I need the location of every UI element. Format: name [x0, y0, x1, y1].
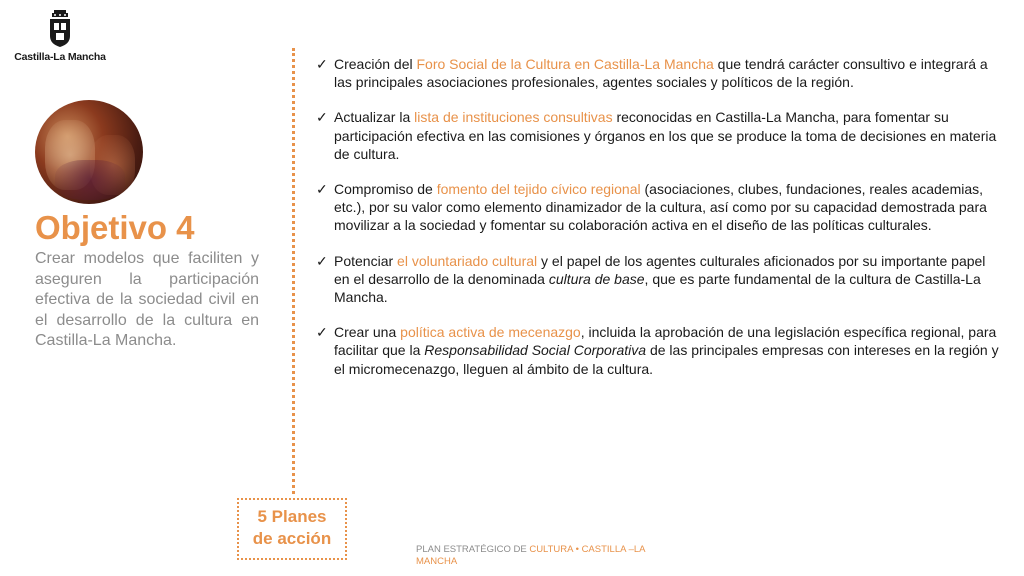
objective-description: Crear modelos que faciliten y aseguren la participación efectiva de la sociedad civil en el desarrollo de la cultura en Castilla-La Mancha.: [35, 250, 259, 349]
check-icon: ✓: [316, 324, 328, 341]
coat-of-arms-icon: [47, 10, 73, 48]
list-item: ✓ Compromiso de fomento del tejido cívico regional (asociaciones, clubes, fundaciones, reales academias, etc.), por su valor como elemento dinamizador de la cultura, así como por su capacidad demostrada para movilizar a la sociedad y fomentar su colaboración activa en el diseño de las políticas culturales.: [316, 181, 987, 234]
objective-title: Objetivo 4: [35, 209, 195, 246]
check-icon: ✓: [316, 56, 328, 72]
check-icon: ✓: [316, 109, 328, 126]
check-icon: ✓: [316, 181, 328, 198]
action-list: [316, 55, 1002, 395]
footer-highlight-2: MANCHA: [416, 556, 458, 567]
check-icon: ✓: [316, 252, 328, 269]
circular-photo: [35, 100, 143, 204]
plans-line-2: de acción: [252, 529, 332, 548]
logo: [12, 10, 108, 63]
plans-box: [237, 498, 347, 560]
list-item: ✓ Creación del Foro Social de la Cultura en Castilla-La Mancha que tendrá carácter consultivo e integrará a las principales asociaciones profesionales, agentes sociales y políticos de la región.: [316, 56, 988, 91]
footer-highlight: CULTURA • CASTILLA –LA: [529, 544, 646, 555]
footer-text: PLAN ESTRATÉGICO DE: [416, 544, 530, 555]
logo-text: Castilla-La Mancha: [14, 51, 106, 63]
dotted-divider: [292, 48, 295, 494]
list-item: ✓ Actualizar la lista de instituciones consultivas reconocidas en Castilla-La Mancha, para fomentar su participación efectiva en las comisiones y órganos en los que se produce la toma de decisiones en materia de cultura.: [316, 109, 997, 162]
list-item: ✓ Potenciar el voluntariado cultural y el papel de los agentes culturales aficionados por su importante papel en el desarrollo de la denominada cultura de base, que es parte fundamental de la cultura de Castilla-La Mancha.: [316, 252, 986, 306]
plans-line-1: 5 Planes: [257, 507, 327, 526]
footer: [416, 544, 686, 568]
list-item: ✓ Crear una política activa de mecenazgo, incluida la aprobación de una legislación específica regional, para facilitar que la Responsabilidad Social Corporativa de las principales empresas con intereses en la región y el micromecenazgo, lleguen al ámbito de la cultura.: [316, 324, 999, 377]
